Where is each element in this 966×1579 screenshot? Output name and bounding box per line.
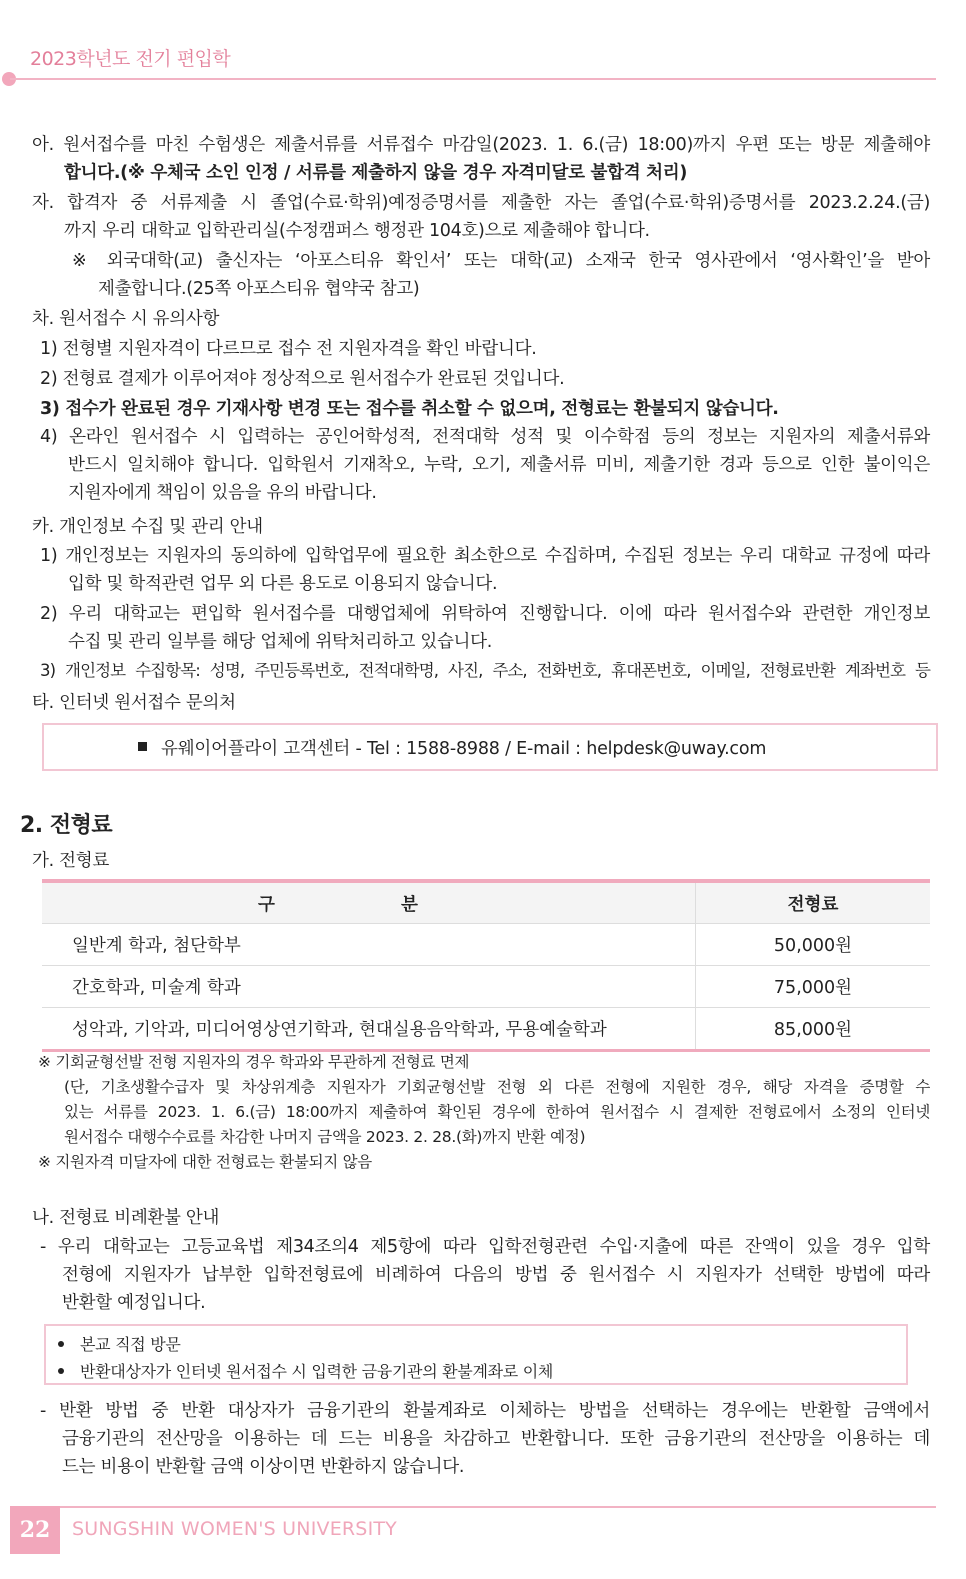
fee-sub-b-title: 나. 전형료 비례환불 안내 [32, 1208, 220, 1228]
square-bullet-icon [138, 742, 147, 751]
ka-item-2-line1: 2) 우리 대학교는 편입학 원서접수를 대행업체에 위탁하여 진행합니다. 이에 따라 원서접수와 관련한 개인정보 [40, 604, 930, 624]
table-row [42, 1008, 930, 1051]
cha-item-2: 2) 전형료 결제가 이루어져야 정상적으로 원서접수가 완료된 것입니다. [40, 369, 565, 389]
table-row [42, 924, 930, 966]
fee-note-1-line-b: 있는 서류를 2023. 1. 6.(금) 18:00까지 제출하여 확인된 경우에 한하여 원서접수 시 결제한 전형료에서 소정의 인터넷 [64, 1103, 930, 1121]
fee-note-1-line-c: 원서접수 대행수수료를 차감한 나머지 금액을 2023. 2. 28.(화)까지 반환 예정) [64, 1128, 586, 1146]
refund-para-1-line2: 전형에 지원자가 납부한 입학전형료에 비례하여 다음의 방법 중 원서접수 시 지원자가 선택한 방법에 따라 [62, 1265, 930, 1285]
refund-para-2-line2: 금융기관의 전산망을 이용하는 데 드는 비용을 차감하고 반환합니다. 또한 금융기관의 전산망을 이용하는 데 [62, 1429, 930, 1449]
ka-item-3: 3) 개인정보 수집항목: 성명, 주민등록번호, 전적대학명, 사진, 주소, 전화번호, 휴대폰번호, 이메일, 전형료반환 계좌번호 등 [40, 661, 930, 680]
para-ja-note-line1: ※ 외국대학(교) 출신자는 ‘아포스티유 확인서’ 또는 대학(교) 소재국 한국 영사관에서 ‘영사확인’을 받아 [72, 251, 930, 271]
section-cha-title: 차. 원서접수 시 유의사항 [32, 309, 220, 329]
fee-sub-a-title: 가. 전형료 [32, 851, 109, 871]
refund-para-1-line3: 반환할 예정입니다. [62, 1293, 206, 1313]
cha-item-1: 1) 전형별 지원자격이 다르므로 접수 전 지원자격을 확인 바랍니다. [40, 339, 537, 359]
ka-item-1-line1: 1) 개인정보는 지원자의 동의하에 입학업무에 필요한 최소한으로 수집하며, 수집된 정보는 우리 대학교 규정에 따라 [40, 546, 930, 566]
fee-table [42, 879, 930, 1052]
section-ta-title: 타. 인터넷 원서접수 문의처 [32, 693, 236, 713]
table-cell-category: 간호학과, 미술계 학과 [42, 966, 696, 1008]
table-cell-fee: 85,000원 [696, 1008, 931, 1051]
table-header-row [42, 881, 930, 924]
fee-note-1: ※ 기회균형선발 전형 지원자의 경우 학과와 무관하게 전형료 면제 [38, 1053, 470, 1071]
cha-item-3: 3) 접수가 완료된 경우 기재사항 변경 또는 접수를 취소할 수 없으며, 전형료는 환불되지 않습니다. [40, 399, 779, 419]
col-header-category: 구 분 [42, 881, 696, 924]
ka-item-1-line2: 입학 및 학적관련 업무 외 다른 용도로 이용되지 않습니다. [68, 574, 498, 594]
col-header-fee: 전형료 [696, 881, 931, 924]
bullet-icon [58, 1341, 64, 1347]
table-cell-category: 일반계 학과, 첨단학부 [42, 924, 696, 966]
table-cell-category: 성악과, 기악과, 미디어영상연기학과, 현대실용음악학과, 무용예술학과 [42, 1008, 696, 1051]
list-item [58, 1332, 181, 1355]
refund-method-label: 본교 직접 방문 [80, 1335, 181, 1354]
refund-method-label: 반환대상자가 인터넷 원서접수 시 입력한 금융기관의 환불계좌로 이체 [80, 1362, 554, 1381]
table-cell-fee: 75,000원 [696, 966, 931, 1008]
section-ka-title: 카. 개인정보 수집 및 관리 안내 [32, 517, 263, 537]
page-number: 22 [10, 1506, 60, 1554]
bullet-icon [58, 1368, 64, 1374]
footer-university-name: SUNGSHIN WOMEN'S UNIVERSITY [72, 1518, 397, 1540]
running-header: 2023학년도 전기 편입학 [30, 48, 231, 70]
table-cell-fee: 50,000원 [696, 924, 931, 966]
refund-para-1-line1: - 우리 대학교는 고등교육법 제34조의4 제5항에 따라 입학전형관련 수입·지출에 따른 잔액이 있을 경우 입학 [40, 1237, 930, 1257]
table-row [42, 966, 930, 1008]
fee-note-1-line-a: (단, 기초생활수급자 및 차상위계층 지원자가 기회균형선발 전형 외 다른 전형에 지원한 경우, 해당 자격을 증명할 수 [64, 1078, 930, 1096]
para-a-line2: 합니다.(※ 우체국 소인 인정 / 서류를 제출하지 않을 경우 자격미달로 불합격 처리) [64, 163, 688, 183]
contact-box [42, 723, 938, 771]
cha-item-4-line1: 4) 온라인 원서접수 시 입력하는 공인어학성적, 전적대학 성적 및 이수학점 등의 정보는 지원자의 제출서류와 [40, 427, 930, 447]
contact-row [138, 735, 766, 760]
refund-para-2-line3: 드는 비용이 반환할 금액 이상이면 반환하지 않습니다. [62, 1457, 465, 1477]
cha-item-4-line2: 반드시 일치해야 합니다. 입학원서 기재착오, 누락, 오기, 제출서류 미비, 제출기한 경과 등으로 인한 불이익은 [68, 455, 930, 475]
ka-item-2-line2: 수집 및 관리 일부를 해당 업체에 위탁처리하고 있습니다. [68, 632, 493, 652]
para-ja-line1: 자. 합격자 중 서류제출 시 졸업(수료·학위)예정증명서를 제출한 자는 졸업(수료·학위)증명서를 2023.2.24.(금) [32, 193, 930, 213]
cha-item-4-line3: 지원자에게 책임이 있음을 유의 바랍니다. [68, 483, 377, 503]
footer-rule [10, 1506, 936, 1508]
section-title-fee: 2. 전형료 [20, 813, 113, 838]
fee-note-2: ※ 지원자격 미달자에 대한 전형료는 환불되지 않음 [38, 1153, 372, 1171]
header-rule [10, 78, 936, 80]
para-a-line1: 아. 원서접수를 마친 수험생은 제출서류를 서류접수 마감일(2023. 1. 6.(금) 18:00)까지 우편 또는 방문 제출해야 [32, 135, 930, 155]
refund-para-2-line1: - 반환 방법 중 반환 대상자가 금융기관의 환불계좌로 이체하는 방법을 선택하는 경우에는 반환할 금액에서 [40, 1401, 930, 1421]
para-ja-note-line2: 제출합니다.(25쪽 아포스티유 협약국 참고) [98, 279, 420, 299]
contact-text: 유웨이어플라이 고객센터 - Tel : 1588-8988 / E-mail : helpdesk@uway.com [161, 739, 767, 759]
refund-methods-box [44, 1324, 908, 1385]
para-ja-line2: 까지 우리 대학교 입학관리실(수정캠퍼스 행정관 104호)으로 제출해야 합니다. [64, 221, 650, 241]
list-item [58, 1359, 553, 1382]
